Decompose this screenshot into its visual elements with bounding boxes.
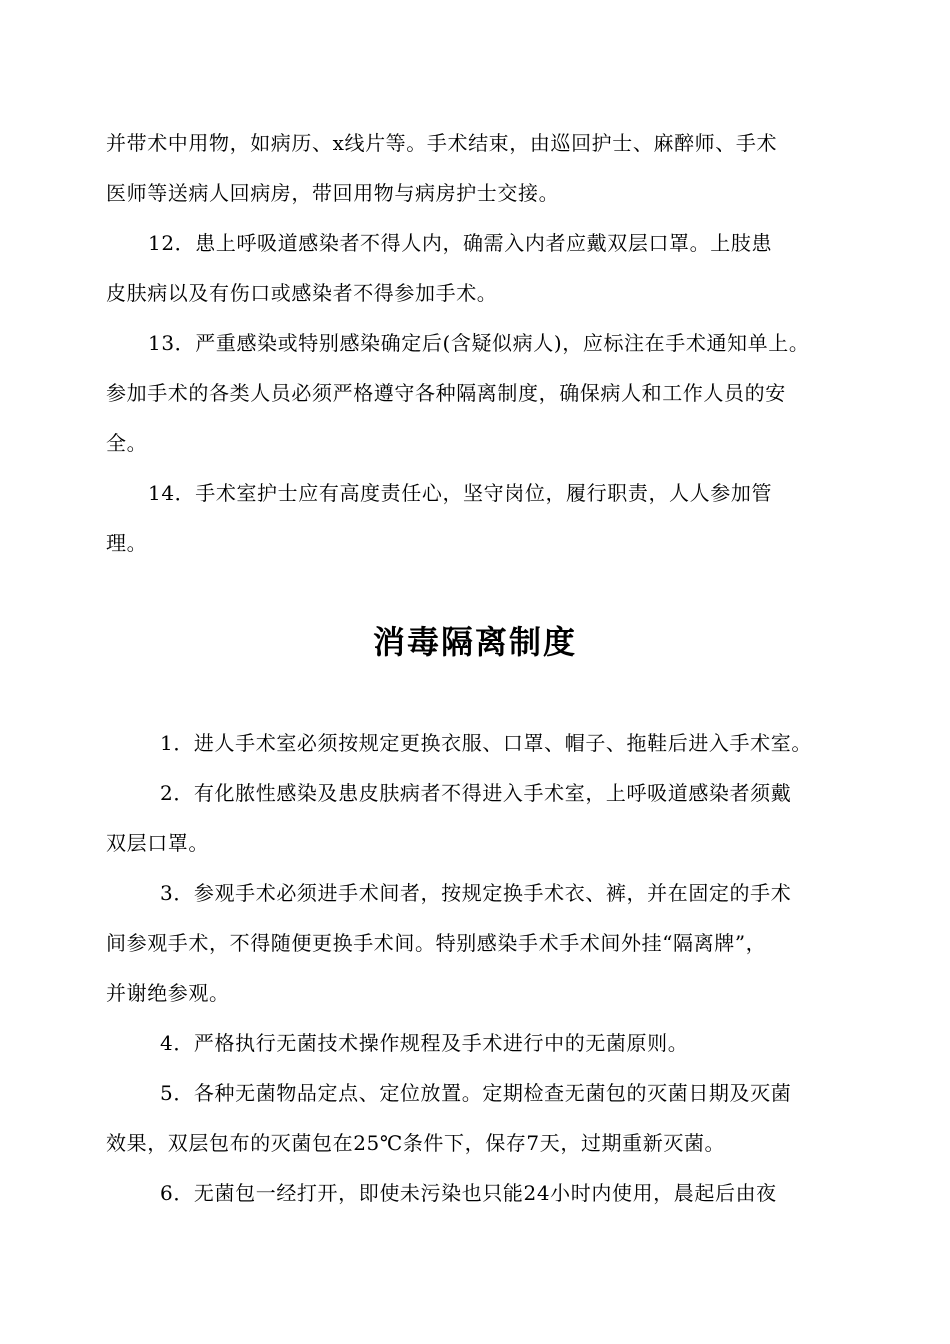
- item-14-line: 14．手术室护士应有高度责任心，坚守岗位，履行职责，人人参加管: [148, 481, 773, 505]
- text-line: 并谢绝参观。: [106, 981, 230, 1005]
- text-line: 理。: [106, 531, 148, 555]
- item-3-line: 3．参观手术必须进手术间者，按规定换手术衣、裤，并在固定的手术: [160, 881, 792, 905]
- item-12-line: 12．患上呼吸道感染者不得人内，确需入内者应戴双层口罩。上肢患: [148, 231, 773, 255]
- item-1-line: 1．进人手术室必须按规定更换衣服、口罩、帽子、拖鞋后进入手术室。: [160, 731, 812, 755]
- item-2-line: 2．有化脓性感染及患皮肤病者不得进入手术室，上呼吸道感染者须戴: [160, 781, 792, 805]
- text-line: 参加手术的各类人员必须严格遵守各种隔离制度，确保病人和工作人员的安: [106, 381, 786, 405]
- section-title: 消毒隔离制度: [372, 623, 577, 661]
- item-5-line: 5．各种无菌物品定点、定位放置。定期检查无菌包的灭菌日期及灭菌: [160, 1081, 792, 1105]
- text-line: 全。: [106, 431, 148, 455]
- text-line: 间参观手术，不得随便更换手术间。特别感染手术手术间外挂“隔离牌”，: [106, 931, 767, 955]
- item-6-line: 6．无菌包一经打开，即使未污染也只能24小时内使用，晨起后由夜: [160, 1181, 777, 1205]
- text-line: 并带术中用物，如病历、x线片等。手术结束，由巡回护士、麻醉师、手术: [106, 131, 778, 155]
- item-4-line: 4．严格执行无菌技术操作规程及手术进行中的无菌原则。: [160, 1031, 689, 1055]
- item-13-line: 13．严重感染或特别感染确定后(含疑似病人)，应标注在手术通知单上。: [148, 331, 810, 355]
- text-line: 双层口罩。: [106, 831, 209, 855]
- text-line: 医师等送病人回病房，带回用物与病房护士交接。: [106, 181, 560, 205]
- text-line: 皮肤病以及有伤口或感染者不得参加手术。: [106, 281, 498, 305]
- text-line: 效果，双层包布的灭菌包在25℃条件下，保存7天，过期重新灭菌。: [106, 1131, 726, 1155]
